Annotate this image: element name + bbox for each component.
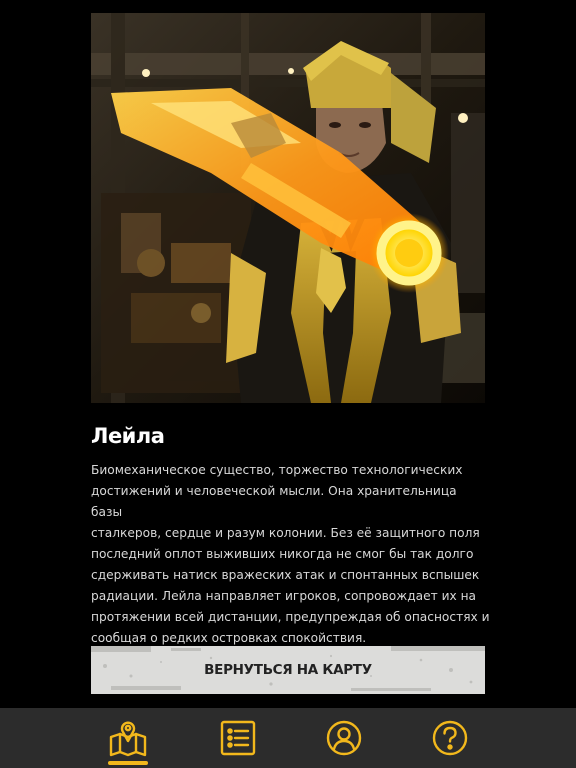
tab-list[interactable] <box>208 708 268 768</box>
map-icon <box>107 717 149 759</box>
back-to-map-label: ВЕРНУТЬСЯ НА КАРТУ <box>204 662 372 678</box>
tab-help[interactable] <box>420 708 480 768</box>
tab-map[interactable] <box>98 708 158 768</box>
list-icon <box>218 718 258 758</box>
character-name: Лейла <box>91 424 165 448</box>
character-description: Биомеханическое существо, торжество технологических достижений и человеческой мысли. Она хранительница базы сталкеров, сердце и разум колонии. Без её защитного поля последний оплот выживших никогда не смог бы так долго сдерживать натиск вражеских атак и спонтанных вспышек радиации. Лейла направляет игроков, сопровождает их на протяжении всей дистанции, предупреждая об опасностях и сообщая о редких островках спокойствия. <box>91 463 490 645</box>
character-artwork <box>91 13 485 403</box>
tab-profile[interactable] <box>314 708 374 768</box>
profile-icon <box>324 718 364 758</box>
bottom-tab-bar <box>0 708 576 768</box>
back-to-map-button[interactable] <box>91 646 485 694</box>
active-tab-indicator <box>108 761 148 765</box>
help-icon <box>430 718 470 758</box>
